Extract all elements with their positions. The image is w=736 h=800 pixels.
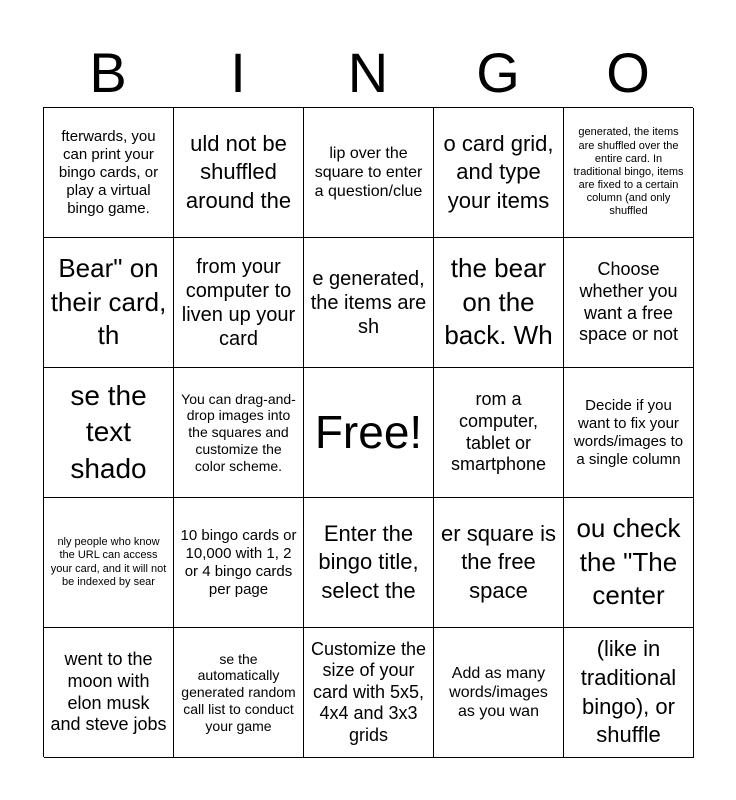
- title-letter-n: N: [347, 41, 389, 104]
- bingo-cell[interactable]: nly people who know the URL can access your card, and it will not be indexed by sear: [44, 498, 174, 628]
- bingo-cell[interactable]: se the automatically generated random call list to conduct your game: [174, 628, 304, 758]
- free-space-cell[interactable]: Free!: [304, 368, 434, 498]
- bingo-cell[interactable]: went to the moon with elon musk and steve jobs: [44, 628, 174, 758]
- bingo-cell[interactable]: Choose whether you want a free space or not: [564, 238, 694, 368]
- title-letter-g: G: [476, 41, 520, 104]
- bingo-cell[interactable]: Customize the size of your card with 5x5, 4x4 and 3x3 grids: [304, 628, 434, 758]
- bingo-cell[interactable]: Bear" on their card, th: [44, 238, 174, 368]
- bingo-cell[interactable]: fterwards, you can print your bingo cards, or play a virtual bingo game.: [44, 108, 174, 238]
- bingo-cell[interactable]: Add as many words/images as you wan: [434, 628, 564, 758]
- title-letter-b: B: [89, 41, 127, 104]
- bingo-cell[interactable]: generated, the items are shuffled over the entire card. In traditional bingo, items are fixed to a certain column (and only shuffled: [564, 108, 694, 238]
- bingo-cell[interactable]: You can drag-and-drop images into the squares and customize the color scheme.: [174, 368, 304, 498]
- bingo-cell[interactable]: ou check the "The center: [564, 498, 694, 628]
- bingo-cell[interactable]: (like in traditional bingo), or shuffle: [564, 628, 694, 758]
- bingo-cell[interactable]: the bear on the back. Wh: [434, 238, 564, 368]
- bingo-cell[interactable]: lip over the square to enter a question/clue: [304, 108, 434, 238]
- bingo-cell[interactable]: er square is the free space: [434, 498, 564, 628]
- bingo-cell[interactable]: 10 bingo cards or 10,000 with 1, 2 or 4 bingo cards per page: [174, 498, 304, 628]
- bingo-cell[interactable]: Enter the bingo title, select the: [304, 498, 434, 628]
- bingo-cell[interactable]: se the text shado: [44, 368, 174, 498]
- bingo-board: [43, 107, 693, 757]
- bingo-title: [43, 38, 693, 108]
- bingo-cell[interactable]: from your computer to liven up your card: [174, 238, 304, 368]
- bingo-cell[interactable]: rom a computer, tablet or smartphone: [434, 368, 564, 498]
- bingo-cell[interactable]: e generated, the items are sh: [304, 238, 434, 368]
- title-letter-o: O: [606, 41, 650, 104]
- bingo-cell[interactable]: o card grid, and type your items: [434, 108, 564, 238]
- bingo-cell[interactable]: Decide if you want to fix your words/images to a single column: [564, 368, 694, 498]
- bingo-cell[interactable]: uld not be shuffled around the: [174, 108, 304, 238]
- title-letter-i: I: [230, 41, 246, 104]
